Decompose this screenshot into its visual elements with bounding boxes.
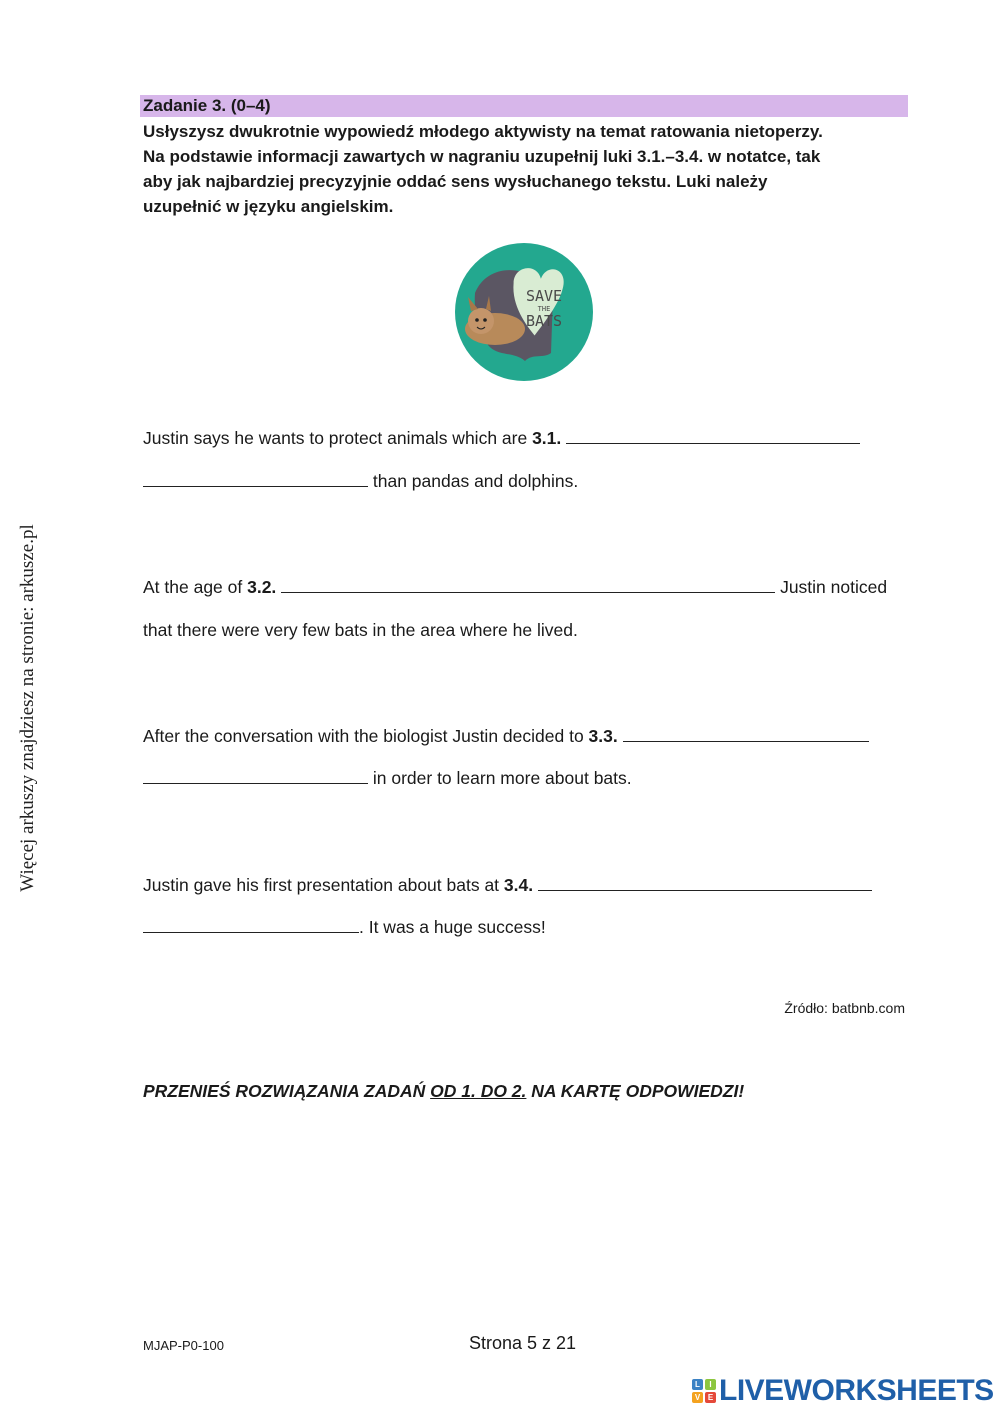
logo-tile: E xyxy=(705,1392,716,1403)
sentence-3-4-line-2 xyxy=(143,915,546,939)
sentence-text: than pandas and dolphins. xyxy=(372,471,579,491)
exam-code: MJAP-P0-100 xyxy=(143,1338,224,1353)
answer-gap-3-1[interactable] xyxy=(566,427,860,444)
logo-text-bats: BATS xyxy=(525,312,563,330)
liveworksheets-wordmark: LIVEWORKSHEETS xyxy=(719,1374,994,1407)
transfer-underlined: OD 1. DO 2. xyxy=(430,1081,527,1101)
page-number: Strona 5 z 21 xyxy=(469,1333,577,1353)
sentence-text: in order to learn more about bats. xyxy=(372,768,632,788)
side-watermark-text: Więcej arkuszy znajdziesz na stronie: arkusze.pl xyxy=(17,524,38,892)
gap-number: 3.2. xyxy=(247,577,277,597)
liveworksheets-logo-icon xyxy=(692,1379,716,1403)
sentence-3-3-line-1 xyxy=(143,724,869,748)
transfer-instruction xyxy=(143,1081,744,1102)
sentence-3-3-line-2 xyxy=(143,766,632,790)
sentence-3-1-line-1 xyxy=(143,426,860,450)
sentence-text: that there were very few bats in the area where he lived. xyxy=(143,620,578,640)
sentence-text: . It was a huge success! xyxy=(359,917,546,937)
answer-gap-3-1-cont[interactable] xyxy=(143,470,368,487)
instruction-line: uzupełnić w języku angielskim. xyxy=(143,197,394,216)
sentence-text: Justin gave his first presentation about bats at xyxy=(143,875,504,895)
sentence-3-4-line-1 xyxy=(143,873,872,897)
gap-number: 3.4. xyxy=(503,875,534,895)
sentence-3-1-line-2 xyxy=(143,469,578,493)
task-instruction xyxy=(143,119,913,219)
sentence-text: After the conversation with the biologist Justin decided to xyxy=(143,726,589,746)
liveworksheets-brand[interactable] xyxy=(692,1374,994,1408)
bat-eye-left xyxy=(475,318,479,322)
instruction-line: aby jak najbardziej precyzyjnie oddać sens wysłuchanego tekstu. Luki należy xyxy=(143,172,768,191)
task-title: Zadanie 3. (0–4) xyxy=(140,95,908,117)
answer-gap-3-4[interactable] xyxy=(538,874,872,891)
sentence-text: Justin noticed xyxy=(780,577,888,597)
sentence-text: At the age of xyxy=(143,577,248,597)
bat-head xyxy=(468,308,494,334)
transfer-text: PRZENIEŚ ROZWIĄZANIA ZADAŃ xyxy=(143,1081,431,1101)
source-note: Źródło: batbnb.com xyxy=(784,1000,905,1016)
answer-gap-3-4-cont[interactable] xyxy=(143,916,359,933)
logo-text-the: THE xyxy=(537,305,551,313)
transfer-text: NA KARTĘ ODPOWIEDZI! xyxy=(526,1081,745,1101)
bat-eye-right xyxy=(483,318,487,322)
logo-tile: I xyxy=(705,1379,716,1390)
gap-number: 3.1. xyxy=(532,428,562,448)
answer-gap-3-3-cont[interactable] xyxy=(143,767,368,784)
gap-number: 3.3. xyxy=(588,726,618,746)
instruction-line: Usłyszysz dwukrotnie wypowiedź młodego aktywisty na temat ratowania nietoperzy. xyxy=(143,122,823,141)
answer-gap-3-2[interactable] xyxy=(281,576,775,593)
sentence-text: Justin says he wants to protect animals which are xyxy=(143,428,533,448)
save-the-bats-logo xyxy=(453,241,595,383)
sentence-3-2-line-1 xyxy=(143,575,887,599)
sentence-3-2-line-2 xyxy=(143,618,578,642)
logo-tile: L xyxy=(692,1379,703,1390)
logo-tile: V xyxy=(692,1392,703,1403)
logo-text-save: SAVE xyxy=(525,287,563,305)
answer-gap-3-3[interactable] xyxy=(623,725,869,742)
instruction-line: Na podstawie informacji zawartych w nagraniu uzupełnij luki 3.1.–3.4. w notatce, tak xyxy=(143,147,821,166)
